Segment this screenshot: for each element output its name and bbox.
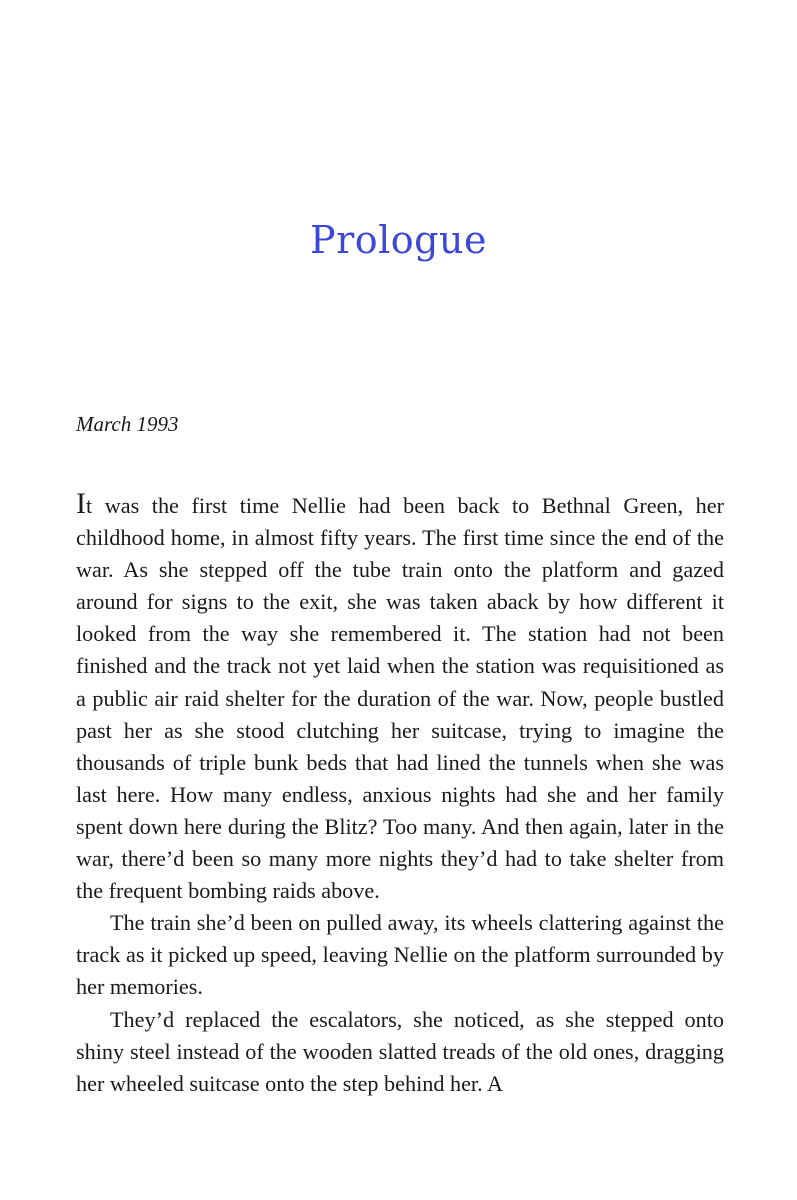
chapter-date: March 1993 [76,412,179,436]
drop-cap: I [76,487,86,520]
paragraph-2: The train she’d been on pulled away, its wheels clattering against the track as it picked up speed, leaving Nellie on the platform surrounded by her memories. [76,910,724,1000]
paragraph-3: They’d replaced the escalators, she noticed, as she stepped onto shiny steel instead of the wooden slatted treads of the old ones, dragging her wheeled suitcase onto the step behind her. A [76,1006,724,1096]
paragraph-1 [76,488,724,907]
body-text [76,488,724,1100]
chapter-title: Prologue [310,218,487,262]
paragraph-1-text: t was the first time Nellie had been back to Bethnal Green, her childhood home, in almost fifty years. The first time since the end of the war. As she stepped off the tube train onto the platform and gazed around for signs to the exit, she was taken aback by how different it looked from the way she remembered it. The station had not been finished and the track not yet laid when the station was requisitioned as a public air raid shelter for the duration of the war. Now, people bustled past her as she stood clutching her suitcase, trying to imagine the thousands of triple bunk beds that had lined the tunnels when she was last here. How many endless, anxious nights had she and her family spent down here during the Blitz? Too many. And then again, later in the war, there’d been so many more nights they’d had to take shelter from the frequent bombing raids above. [76,493,724,904]
